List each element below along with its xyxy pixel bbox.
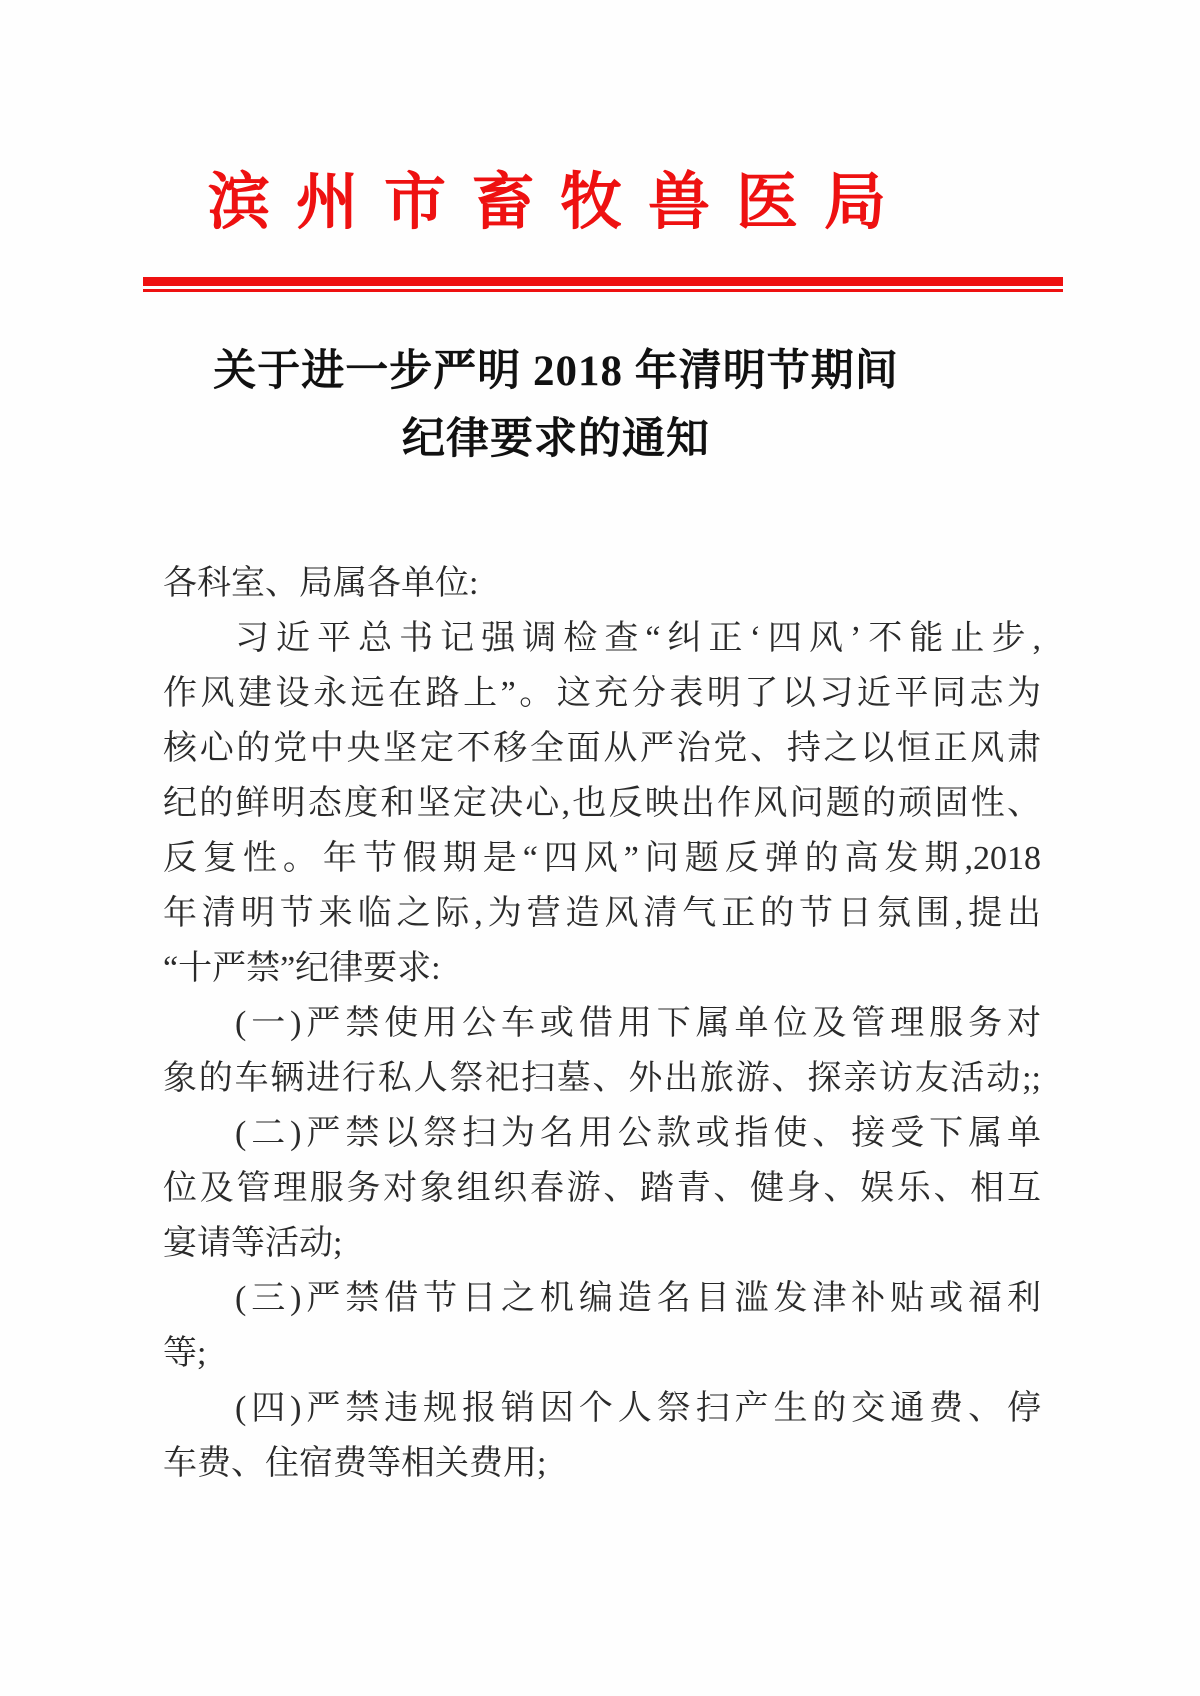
item-4-line: 车费、住宿费等相关费用; [163, 1445, 547, 1482]
intro-paragraph-line: “十严禁”纪律要求: [163, 950, 441, 987]
item-2-line: (二)严禁以祭扫为名用公款或指使、接受下属单 [235, 1115, 1041, 1152]
item-4-line: (四)严禁违规报销因个人祭扫产生的交通费、停 [235, 1390, 1041, 1427]
intro-paragraph-line: 纪的鲜明态度和坚定决心,也反映出作风问题的顽固性、 [163, 785, 1041, 822]
intro-paragraph-line: 反复性。年节假期是“四风”问题反弹的高发期,2018 [163, 840, 1041, 877]
item-2-line: 宴请等活动; [163, 1225, 343, 1262]
document-body [163, 556, 1041, 1491]
letterhead-org-name: 滨州市畜牧兽医局 [208, 169, 913, 237]
intro-paragraph-line: 作风建设永远在路上”。这充分表明了以习近平同志为 [163, 675, 1041, 712]
divider-thin-rule [143, 289, 1063, 292]
item-2-line: 位及管理服务对象组织春游、踏青、健身、娱乐、相互 [163, 1170, 1041, 1207]
letterhead-divider [143, 277, 1063, 292]
document-title-line-1: 关于进一步严明 2018 年清明节期间 [213, 348, 899, 395]
document-title-line-2: 纪律要求的通知 [402, 416, 710, 463]
divider-thick-rule [143, 277, 1063, 286]
intro-paragraph-line: 习近平总书记强调检查“纠正‘四风’不能止步, [235, 620, 1041, 657]
item-3-line: 等; [163, 1335, 207, 1372]
salutation: 各科室、局属各单位: [163, 565, 479, 602]
item-3-line: (三)严禁借节日之机编造名目滥发津补贴或福利 [235, 1280, 1041, 1317]
intro-paragraph-line: 核心的党中央坚定不移全面从严治党、持之以恒正风肃 [163, 730, 1041, 767]
item-1-line: (一)严禁使用公车或借用下属单位及管理服务对 [235, 1005, 1041, 1042]
document-title [0, 338, 1112, 474]
item-1-line: 象的车辆进行私人祭祀扫墓、外出旅游、探亲访友活动;; [163, 1060, 1041, 1097]
intro-paragraph-line: 年清明节来临之际,为营造风清气正的节日氛围,提出 [163, 895, 1041, 932]
